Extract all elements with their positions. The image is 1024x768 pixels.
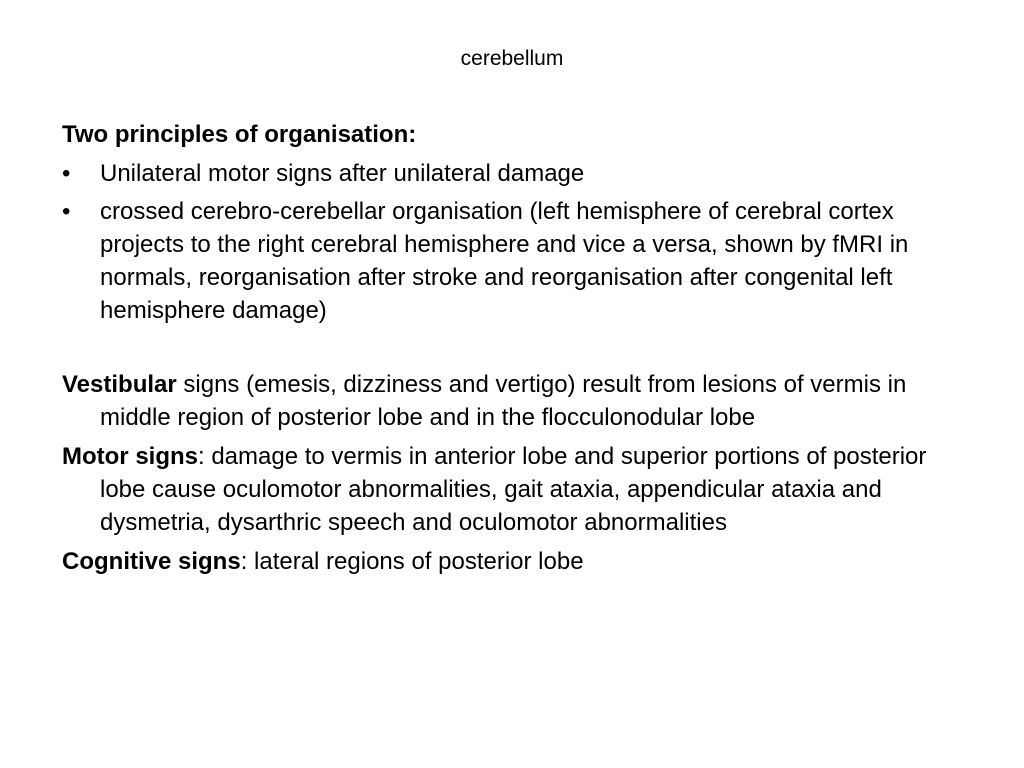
- paragraph-text: : damage to vermis in anterior lobe and superior portions of posterior lobe cause oculomotor abnormalities, gait ataxia, appendicular ataxia and dysmetria, dysarthric speech and oculomotor abnormalities: [100, 443, 927, 536]
- paragraph-text: : lateral regions of posterior lobe: [240, 548, 584, 575]
- slide-body: [62, 118, 972, 584]
- bullet-icon: •: [62, 160, 71, 187]
- paragraph-term: Cognitive signs: [62, 548, 241, 575]
- slide-title: cerebellum: [460, 47, 564, 70]
- vestibular-paragraph: [62, 368, 972, 434]
- motor-paragraph: [62, 440, 972, 539]
- paragraph-text: signs (emesis, dizziness and vertigo) result from lesions of vermis in middle region of posterior lobe and in the flocculonodular lobe: [100, 371, 907, 431]
- bullet-text: crossed cerebro-cerebellar organisation (left hemisphere of cerebral cortex projects to the right cerebral hemisphere and vice a versa, shown by fMRI in normals, reorganisation after stroke and reorganisation after congenital left hemisphere damage): [100, 198, 909, 324]
- principles-list: [62, 157, 972, 327]
- paragraph-term: Vestibular: [62, 371, 177, 398]
- spacer: [62, 332, 972, 368]
- cognitive-paragraph: [62, 545, 972, 578]
- list-item: [62, 195, 972, 327]
- bullet-icon: •: [62, 198, 71, 225]
- paragraph-term: Motor signs: [62, 443, 198, 470]
- bullet-text: Unilateral motor signs after unilateral damage: [100, 160, 585, 187]
- list-item: [62, 157, 972, 190]
- principles-heading: Two principles of organisation:: [62, 121, 417, 148]
